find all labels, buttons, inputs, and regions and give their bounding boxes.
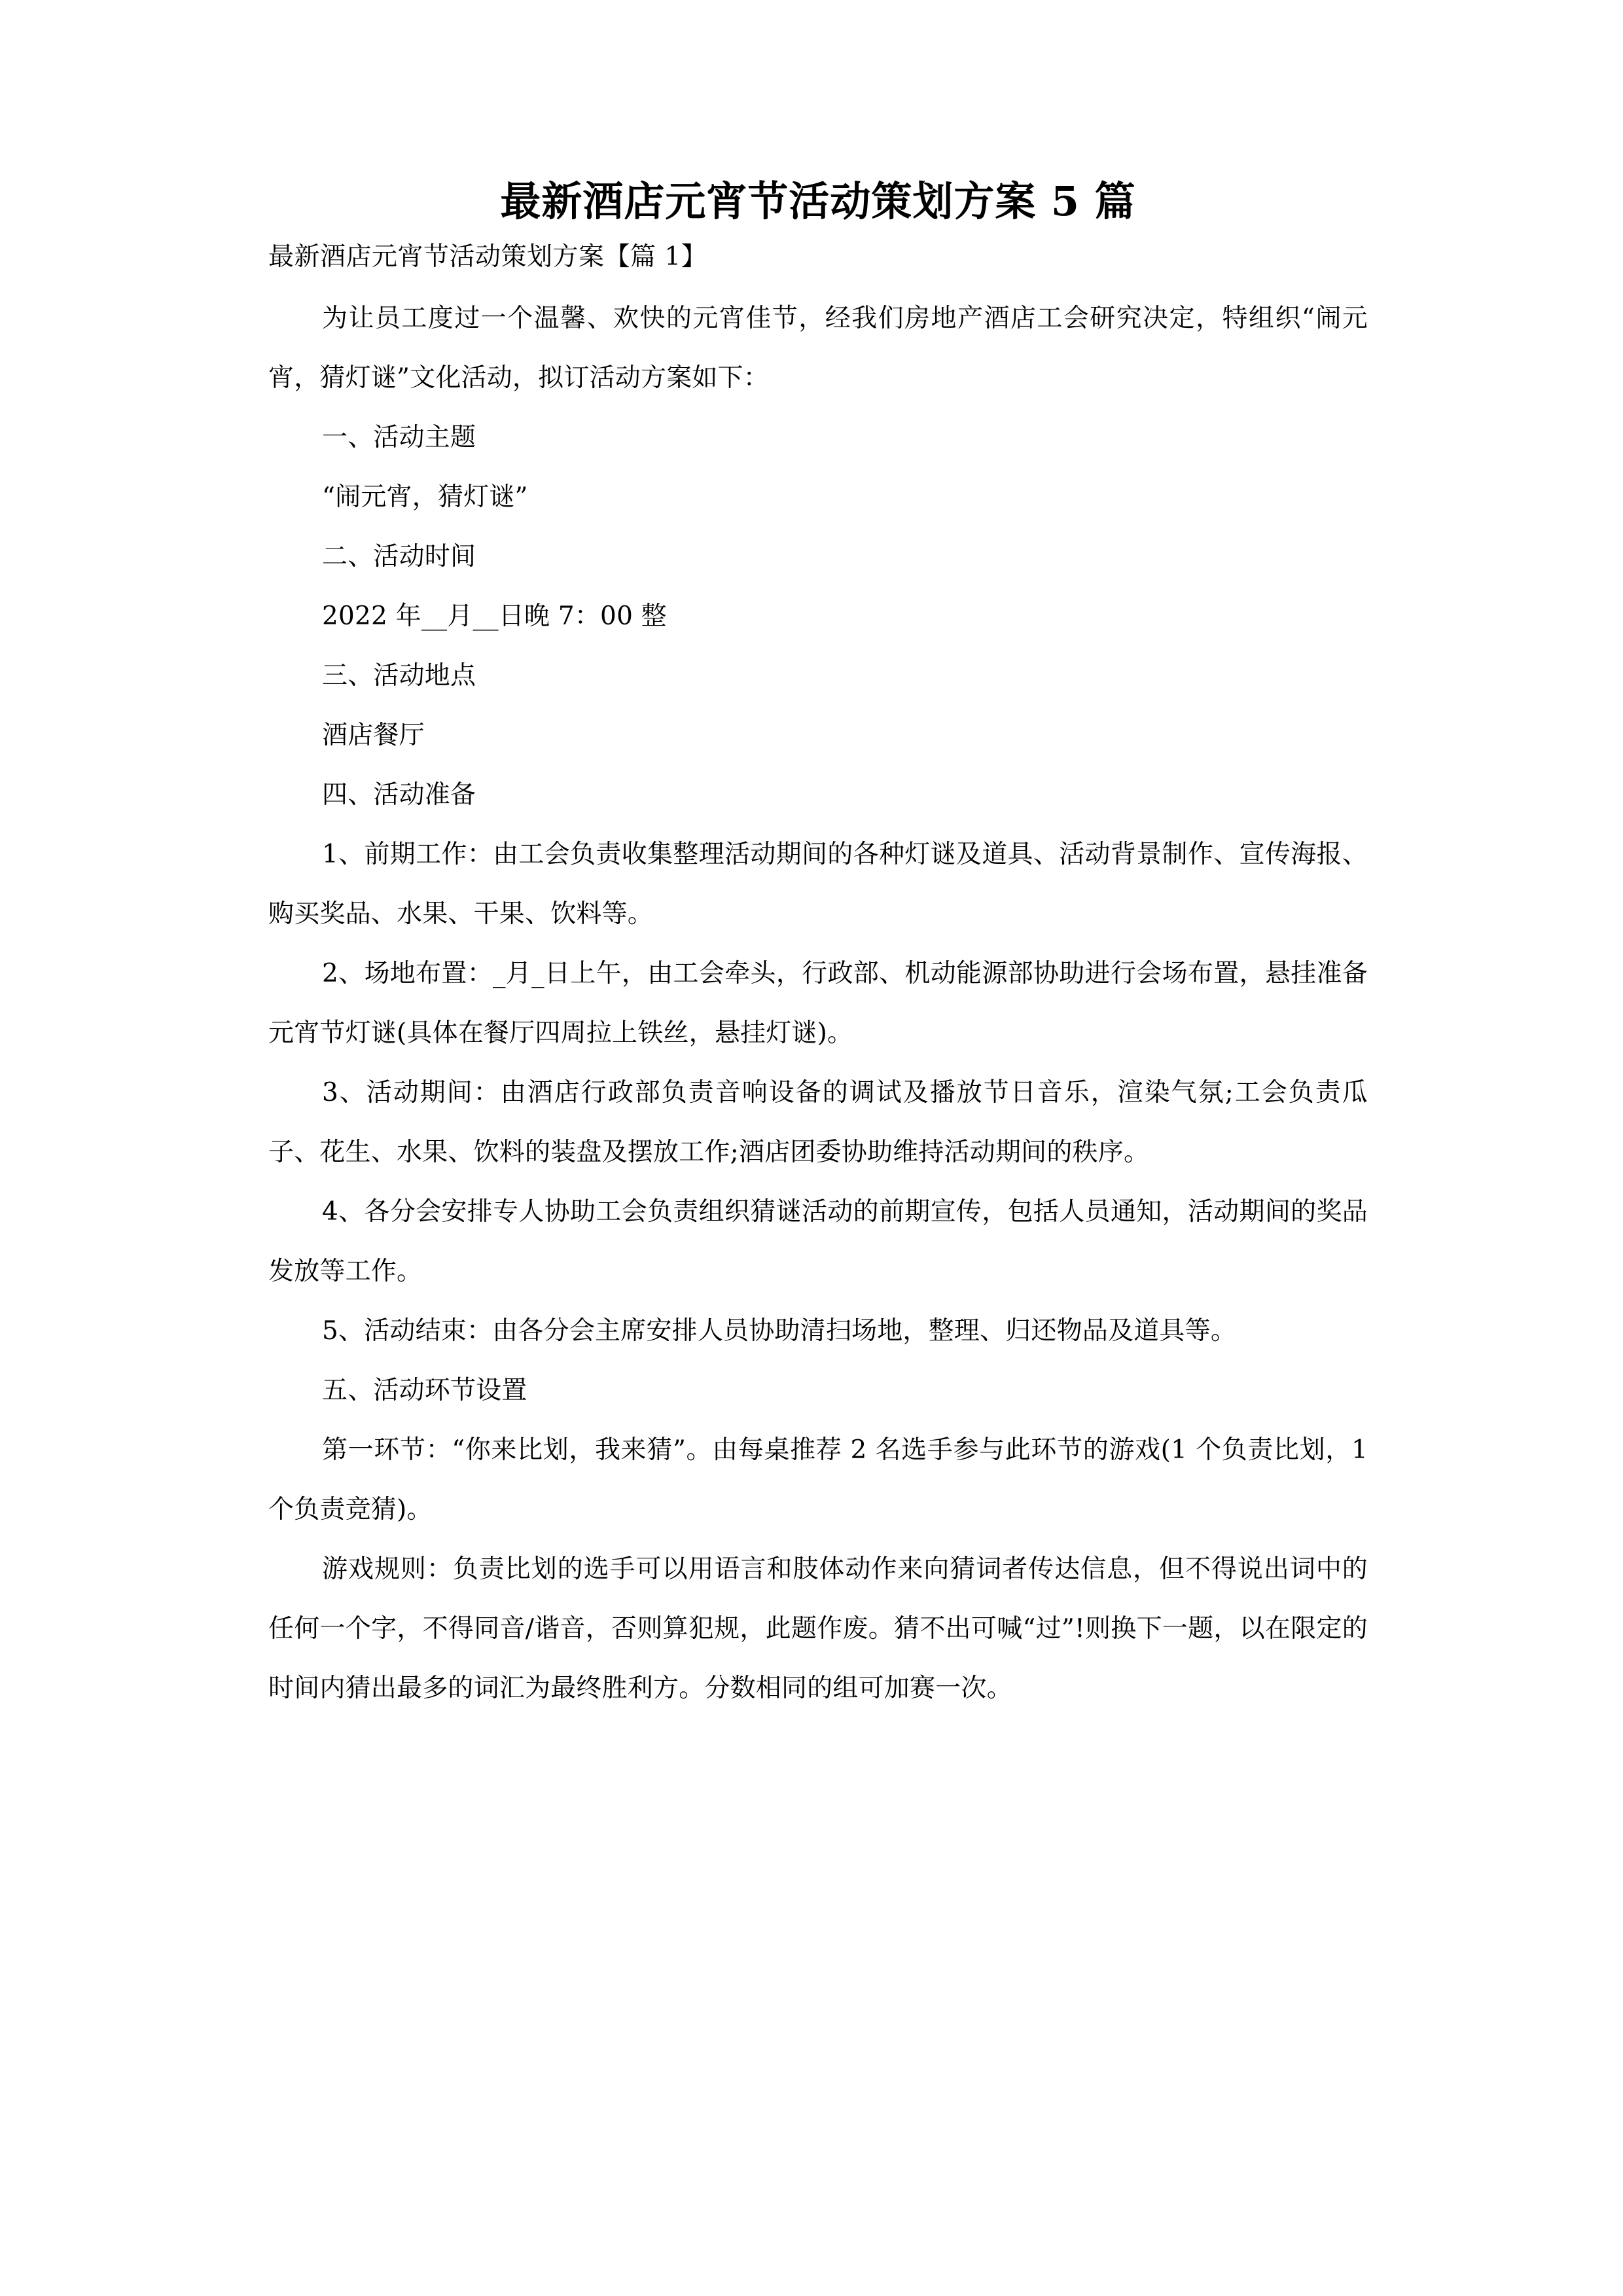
section-heading-2-time: 二、活动时间: [322, 541, 476, 571]
document-subtitle: 最新酒店元宵节活动策划方案【篇 1】: [268, 242, 707, 272]
section-heading-5-segments: 五、活动环节设置: [322, 1375, 527, 1405]
prep-item-4: 4、各分会安排专人协助工会负责组织猜谜活动的前期宣传，包括人员通知，活动期间的奖品发放等工作。: [268, 1196, 1368, 1286]
section-heading-3-location: 三、活动地点: [322, 660, 476, 691]
game-rules: 游戏规则：负责比划的选手可以用语言和肢体动作来向猜词者传达信息，但不得说出词中的任何一个字，不得同音/谐音，否则算犯规，此题作废。猜不出可喊“过”!则换下一题，以在限定的时间内猜出最多的词汇为最终胜利方。分数相同的组可加赛一次。: [268, 1554, 1368, 1703]
prep-item-5: 5、活动结束：由各分会主席安排人员协助清扫场地，整理、归还物品及道具等。: [322, 1316, 1237, 1346]
location-value: 酒店餐厅: [322, 720, 425, 750]
segment-one: 第一环节：“你来比划，我来猜”。由每桌推荐 2 名选手参与此环节的游戏(1 个负责比划，1 个负责竞猜)。: [268, 1435, 1368, 1524]
time-value: 2022 年__月__日晚 7：00 整: [322, 601, 667, 631]
prep-item-2: 2、场地布置：_月_日上午，由工会牵头，行政部、机动能源部协助进行会场布置，悬挂准备元宵节灯谜(具体在餐厅四周拉上铁丝，悬挂灯谜)。: [268, 958, 1368, 1048]
section-heading-1-theme: 一、活动主题: [322, 422, 476, 452]
document-content: [268, 175, 1368, 1718]
paragraph-intro: 为让员工度过一个温馨、欢快的元宵佳节，经我们房地产酒店工会研究决定，特组织“闹元宵，猜灯谜”文化活动，拟订活动方案如下：: [268, 303, 1368, 393]
page-title: 最新酒店元宵节活动策划方案 5 篇: [500, 177, 1136, 225]
prep-item-3: 3、活动期间：由酒店行政部负责音响设备的调试及播放节日音乐，渲染气氛;工会负责瓜子、花生、水果、饮料的装盘及摆放工作;酒店团委协助维持活动期间的秩序。: [268, 1077, 1368, 1167]
theme-value: “闹元宵，猜灯谜”: [322, 482, 528, 512]
prep-item-1: 1、前期工作：由工会负责收集整理活动期间的各种灯谜及道具、活动背景制作、宣传海报、购买奖品、水果、干果、饮料等。: [268, 839, 1368, 929]
section-heading-4-preparation: 四、活动准备: [322, 780, 476, 810]
